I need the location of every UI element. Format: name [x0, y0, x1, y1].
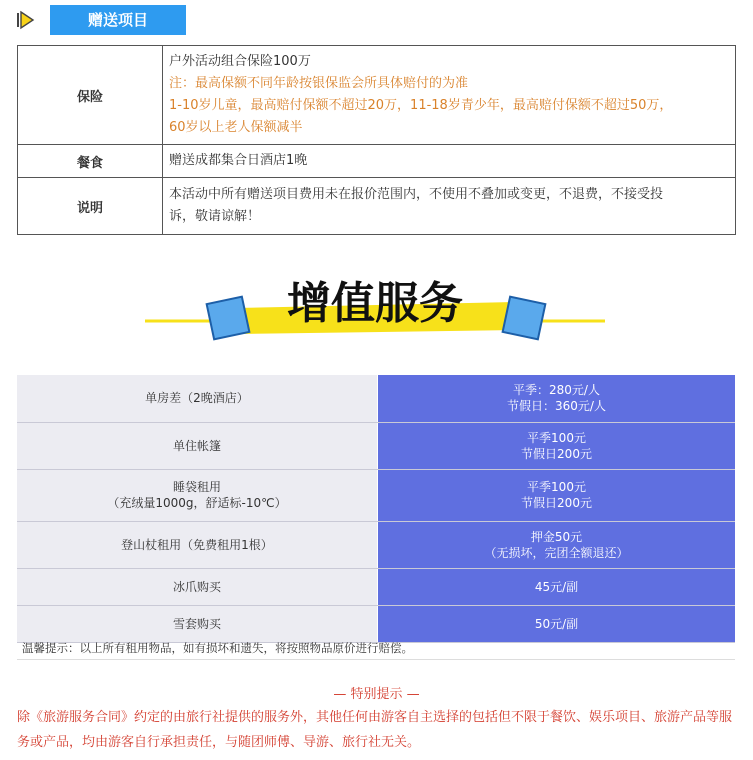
service-label-line: 雪套购买 — [172, 616, 221, 631]
service-label-line: （充绒量1000g，舒适标-10℃） — [107, 496, 287, 510]
gift-row-value — [163, 178, 736, 235]
service-label-line: 单住帐篷 — [172, 438, 221, 453]
service-row — [17, 568, 735, 605]
gift-row-key: 说明 — [18, 178, 163, 235]
gift-line: 注：最高保额不同年龄按银保监会所具体赔付的为准 — [169, 76, 469, 91]
service-label — [17, 605, 378, 642]
gift-row — [18, 145, 736, 178]
section-header — [16, 4, 186, 36]
service-price-line: 50元/副 — [534, 616, 579, 631]
service-price — [378, 469, 736, 521]
value-added-banner — [140, 268, 610, 358]
gift-row — [18, 178, 736, 235]
gift-row-value — [163, 145, 736, 178]
service-price — [378, 605, 736, 642]
banner-title: 增值服务 — [287, 278, 463, 329]
gift-row — [18, 46, 736, 145]
service-row — [17, 469, 735, 521]
service-price-line: 45元/副 — [534, 579, 579, 594]
service-price-line: 平季：280元/人 — [513, 383, 600, 398]
gift-line: 赠送成都集合日酒店1晚 — [169, 153, 308, 168]
gift-row-key: 保险 — [18, 46, 163, 145]
service-price-line: 节假日：360元/人 — [507, 399, 606, 414]
play-triangle-icon — [16, 10, 36, 30]
service-label-line: 睡袋租用 — [172, 480, 221, 494]
service-label-line: 登山杖租用（免费租用1根） — [121, 537, 273, 552]
service-row — [17, 605, 735, 642]
gift-line: 本活动中所有赠送项目费用未在报价范围内，不使用不叠加或变更，不退费，不接受投 — [169, 187, 664, 202]
special-notice-title: — 特别提示 — — [333, 687, 420, 702]
service-row — [17, 422, 735, 469]
service-price-line: 节假日200元 — [521, 496, 592, 510]
gift-line: 60岁以上老人保额减半 — [169, 120, 303, 135]
gift-row-key: 餐食 — [18, 145, 163, 178]
service-label-line: 单房差（2晚酒店） — [145, 391, 249, 406]
service-price-line: 押金50元 — [530, 529, 583, 544]
service-price-line: 平季100元 — [527, 480, 586, 494]
service-label-line: 冰爪购买 — [172, 579, 221, 594]
gift-table — [17, 45, 736, 235]
service-price-line: 平季100元 — [527, 430, 586, 445]
divider — [17, 659, 735, 660]
service-label — [17, 568, 378, 605]
service-price — [378, 375, 736, 422]
gift-line: 诉，敬请谅解！ — [169, 209, 261, 224]
service-label — [17, 469, 378, 521]
services-table — [17, 375, 735, 643]
gift-row-value — [163, 46, 736, 145]
service-price — [378, 568, 736, 605]
service-label — [17, 375, 378, 422]
service-price-line: 节假日200元 — [521, 446, 592, 461]
gift-line: 户外活动组合保险100万 — [169, 54, 311, 69]
service-price-line: （无损坏，完团全额退还） — [484, 545, 629, 560]
service-row — [17, 521, 735, 568]
service-price — [378, 422, 736, 469]
service-row — [17, 375, 735, 422]
gift-line: 1-10岁儿童，最高赔付保额不超过20万，11-18岁青少年，最高赔付保额不超过50万， — [169, 98, 673, 113]
service-price — [378, 521, 736, 568]
special-notice-text: 除《旅游服务合同》约定的由旅行社提供的服务外，其他任何由游客自主选择的包括但不限于餐饮、娱乐项目、旅游产品等服务或产品，均由游客自行承担责任，与随团师傅、导游、旅行社无关。 — [17, 710, 733, 750]
rental-tip: 温馨提示：以上所有租用物品，如有损坏和遗失，将按照物品原价进行赔偿。 — [22, 641, 413, 655]
service-label — [17, 422, 378, 469]
service-label — [17, 521, 378, 568]
section-title: 赠送项目 — [50, 5, 186, 35]
